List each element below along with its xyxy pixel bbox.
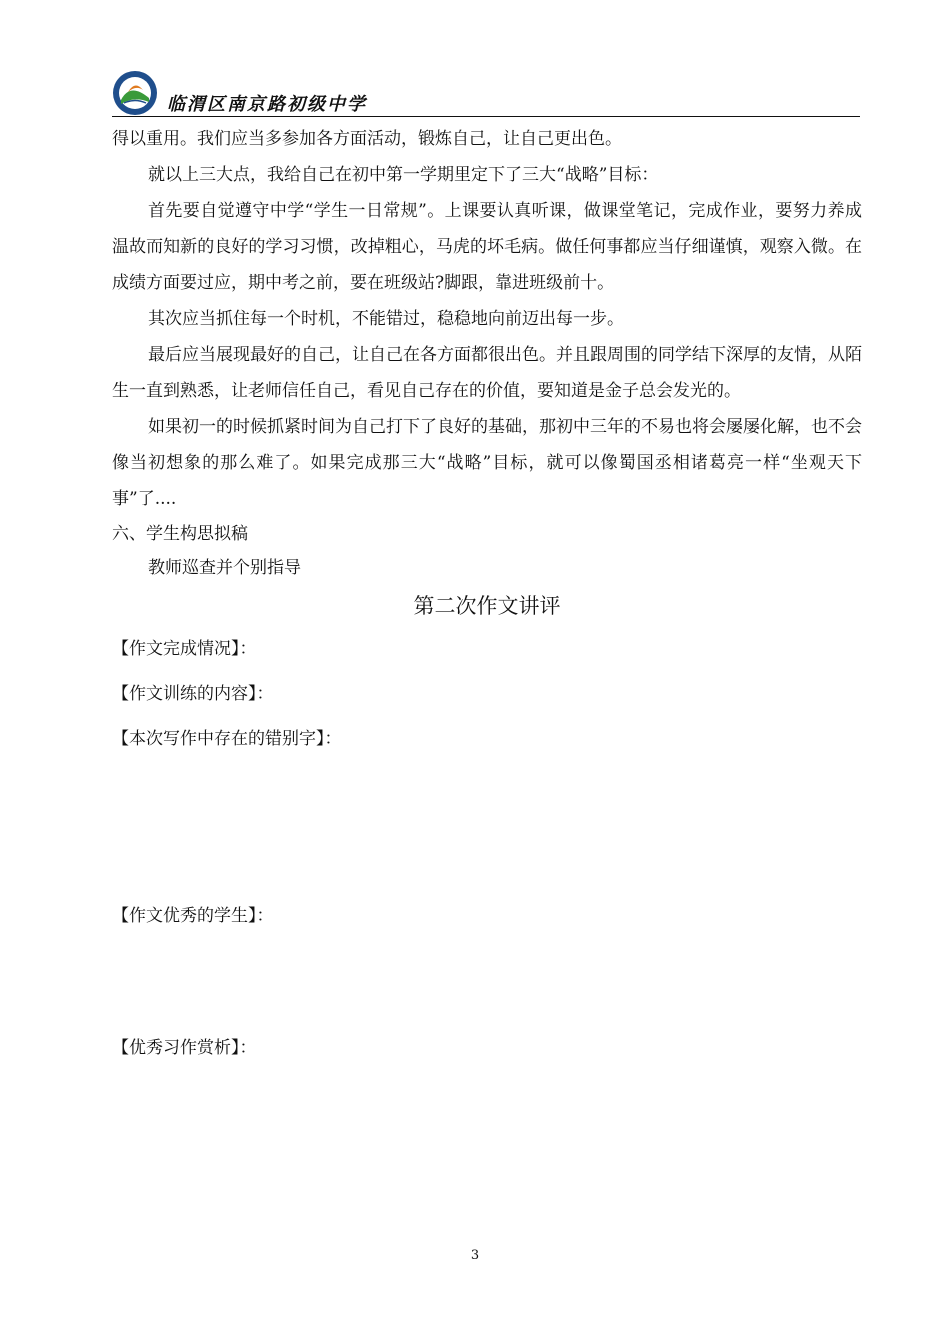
blank-space — [112, 939, 862, 1026]
paragraph: 得以重用。我们应当多参加各方面活动，锻炼自己，让自己更出色。 — [112, 129, 622, 149]
review-section-completion: 【作文完成情况】： — [112, 639, 257, 659]
paragraph: 如果初一的时候抓紧时间为自己打下了良好的基础，那初中三年的不易也将会屡屡化解，也不会像当初想象的那么难了。如果完成那三大“战略”目标，就可以像蜀国丞相诸葛亮一样“坐观天下事”了.... — [112, 417, 862, 509]
paragraph: 首先要自觉遵守中学“学生一日常规”。上课要认真听课，做课堂笔记，完成作业，要努力养成温故而知新的良好的学习习惯，改掉粗心，马虎的坏毛病。做任何事都应当仔细谨慎，观察入微。在成绩方面要过应，期中考之前，要在班级站?脚跟，靠进班级前十。 — [112, 201, 862, 293]
school-name: 临渭区南京路初级中学 — [167, 94, 367, 115]
paragraph: 其次应当抓住每一个时机，不能错过，稳稳地向前迈出每一步。 — [148, 309, 624, 329]
header-divider — [112, 116, 860, 117]
paragraph: 就以上三大点，我给自己在初中第一学期里定下了三大“战略”目标： — [148, 165, 659, 185]
paragraph: 最后应当展现最好的自己，让自己在各方面都很出色。并且跟周围的同学结下深厚的友情，从陌生一直到熟悉，让老师信任自己，看见自己存在的价值，要知道是金子总会发光的。 — [112, 345, 862, 401]
review-section-content: 【作文训练的内容】： — [112, 684, 274, 704]
page-header — [112, 70, 860, 118]
school-emblem-icon — [112, 70, 158, 116]
review-section-excellent-students: 【作文优秀的学生】： — [112, 906, 274, 926]
review-title: 第二次作文讲评 — [413, 594, 561, 618]
section-heading: 六、学生构思拟稿 — [112, 524, 248, 544]
page-number: 3 — [470, 1248, 480, 1263]
document-body — [112, 121, 862, 1071]
review-section-appreciation: 【优秀习作赏析】： — [112, 1038, 257, 1058]
paragraph: 教师巡查并个别指导 — [148, 558, 301, 578]
blank-space — [112, 762, 862, 894]
review-section-typos: 【本次写作中存在的错别字】： — [112, 729, 342, 749]
